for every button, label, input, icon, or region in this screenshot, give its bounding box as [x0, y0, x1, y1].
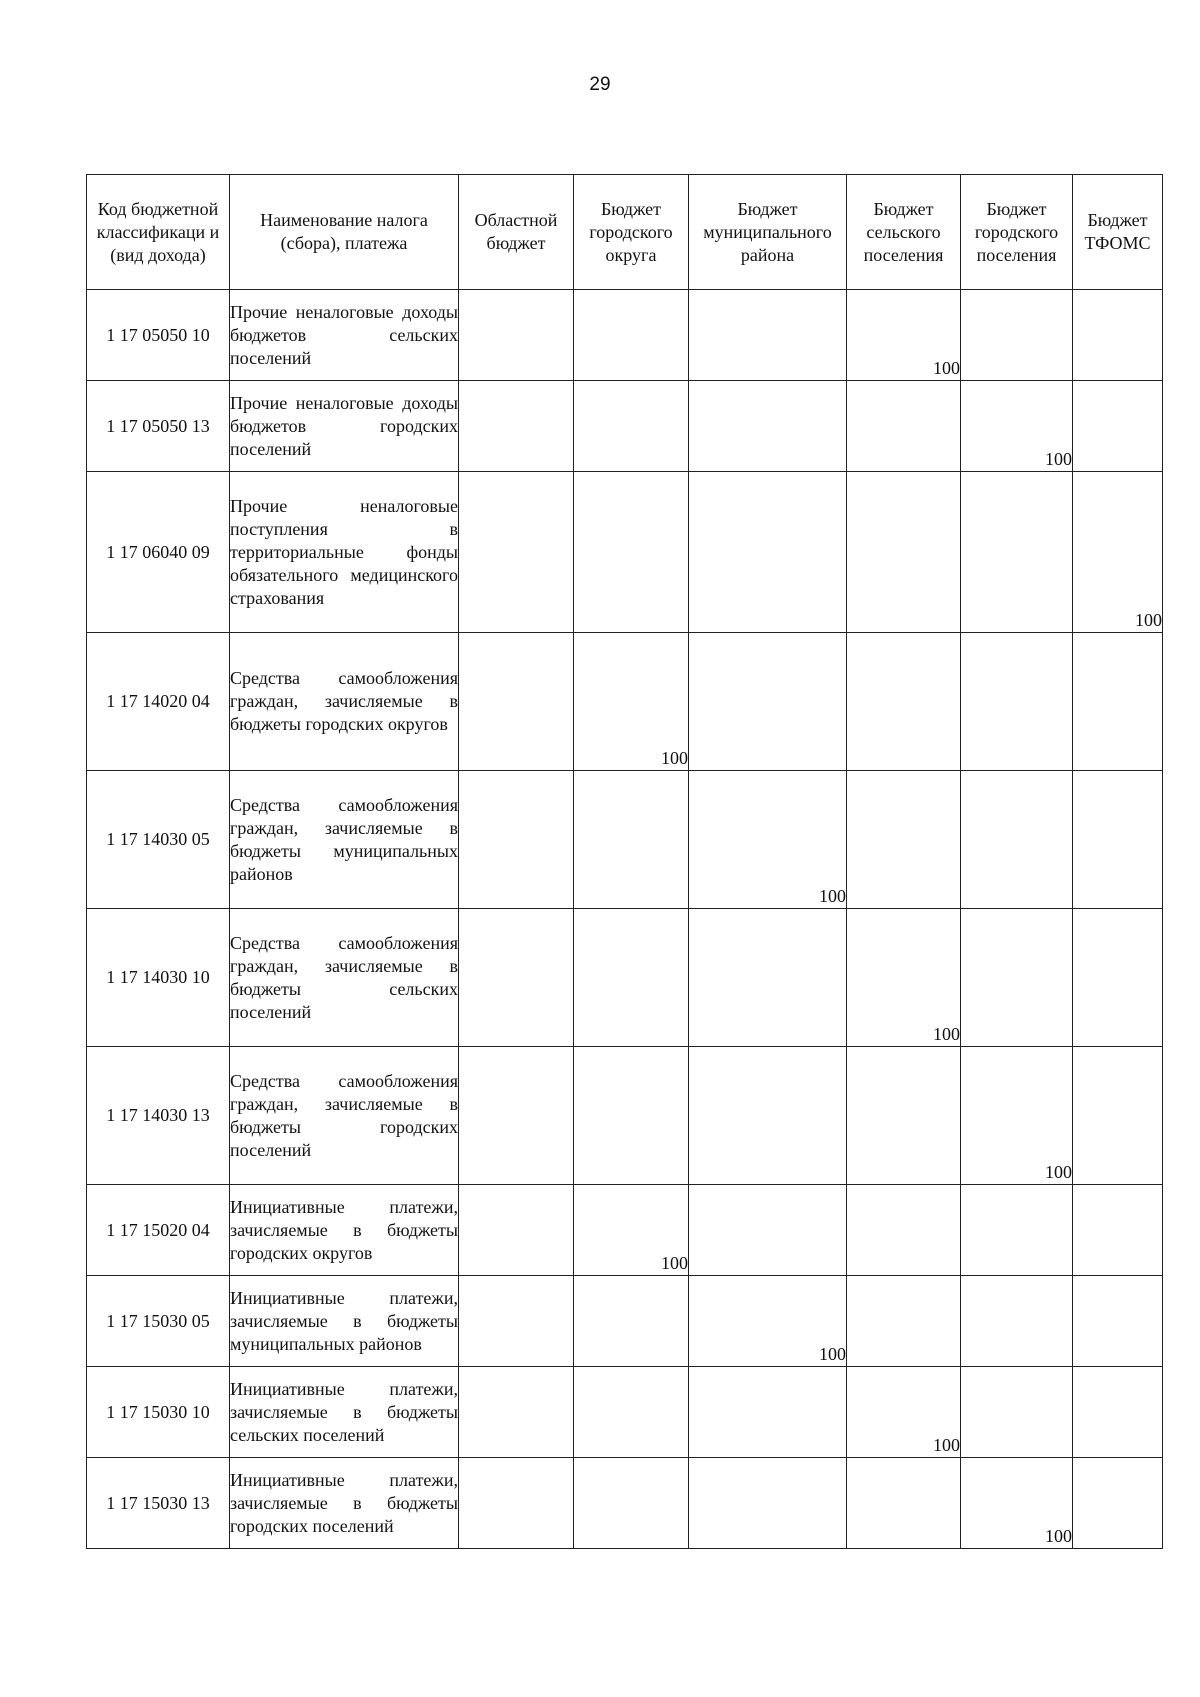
table-row: [87, 633, 1163, 771]
row-municipal-district: [689, 1047, 847, 1185]
row-tfoms: [1073, 1276, 1163, 1367]
row-municipal-district: [689, 909, 847, 1047]
header-city-district: Бюджет городского округа: [574, 175, 689, 290]
row-name: [230, 771, 459, 909]
row-municipal-district: 100: [689, 771, 847, 909]
row-name: [230, 1367, 459, 1458]
row-tfoms: [1073, 633, 1163, 771]
row-code: 1 17 14030 10: [87, 909, 230, 1047]
row-tfoms: 100: [1073, 472, 1163, 633]
row-name: [230, 1458, 459, 1549]
table-row: [87, 381, 1163, 472]
table-row: [87, 290, 1163, 381]
row-municipal-district: [689, 381, 847, 472]
row-name-text: Инициативные платежи, зачисляемые в бюджеты городских округов: [230, 1196, 458, 1263]
row-city-district: [574, 381, 689, 472]
row-regional: [459, 771, 574, 909]
row-urban-settlement: [961, 1185, 1073, 1276]
row-rural-settlement: [847, 1276, 961, 1367]
row-city-district: 100: [574, 633, 689, 771]
row-urban-settlement: [961, 771, 1073, 909]
row-tfoms: [1073, 909, 1163, 1047]
row-urban-settlement: [961, 472, 1073, 633]
row-tfoms: [1073, 1367, 1163, 1458]
row-rural-settlement: [847, 633, 961, 771]
header-municipal-district: Бюджет муниципального района: [689, 175, 847, 290]
row-code: 1 17 14020 04: [87, 633, 230, 771]
row-name-text: Средства самообложения граждан, зачисляемые в бюджеты городских поселений: [230, 1070, 458, 1160]
row-code: 1 17 15020 04: [87, 1185, 230, 1276]
page-number: 29: [589, 74, 611, 95]
row-rural-settlement: 100: [847, 909, 961, 1047]
row-city-district: [574, 290, 689, 381]
row-regional: [459, 1367, 574, 1458]
table-row: [87, 1047, 1163, 1185]
table-row: [87, 909, 1163, 1047]
row-name-text: Инициативные платежи, зачисляемые в бюджеты сельских поселений: [230, 1378, 458, 1445]
row-code: 1 17 15030 05: [87, 1276, 230, 1367]
row-rural-settlement: [847, 1047, 961, 1185]
row-city-district: [574, 1276, 689, 1367]
row-name-text: Прочие неналоговые поступления в территориальные фонды обязательного медицинского страхования: [230, 495, 458, 608]
row-urban-settlement: 100: [961, 381, 1073, 472]
table-row: [87, 1185, 1163, 1276]
row-name: [230, 472, 459, 633]
row-rural-settlement: [847, 381, 961, 472]
row-tfoms: [1073, 290, 1163, 381]
table-row: [87, 472, 1163, 633]
row-city-district: 100: [574, 1185, 689, 1276]
row-name: [230, 633, 459, 771]
row-regional: [459, 1185, 574, 1276]
row-name: [230, 909, 459, 1047]
row-tfoms: [1073, 1185, 1163, 1276]
header-row: [87, 175, 1163, 290]
row-code: 1 17 15030 10: [87, 1367, 230, 1458]
row-tfoms: [1073, 771, 1163, 909]
row-code: 1 17 14030 13: [87, 1047, 230, 1185]
row-municipal-district: [689, 1458, 847, 1549]
table-row: [87, 1458, 1163, 1549]
header-rural-settlement: Бюджет сельского поселения: [847, 175, 961, 290]
row-name: [230, 1276, 459, 1367]
row-urban-settlement: [961, 909, 1073, 1047]
row-regional: [459, 381, 574, 472]
header-urban-settlement: Бюджет городского поселения: [961, 175, 1073, 290]
row-name-text: Средства самообложения граждан, зачисляемые в бюджеты муниципальных районов: [230, 794, 458, 884]
row-municipal-district: [689, 1185, 847, 1276]
row-urban-settlement: [961, 633, 1073, 771]
budget-distribution-table: [86, 174, 1163, 1549]
row-regional: [459, 290, 574, 381]
row-name-text: Прочие неналоговые доходы бюджетов сельских поселений: [230, 301, 458, 368]
row-regional: [459, 472, 574, 633]
row-city-district: [574, 1367, 689, 1458]
row-code: 1 17 14030 05: [87, 771, 230, 909]
row-name-text: Инициативные платежи, зачисляемые в бюджеты городских поселений: [230, 1469, 458, 1536]
row-regional: [459, 633, 574, 771]
row-regional: [459, 1458, 574, 1549]
row-municipal-district: [689, 1367, 847, 1458]
row-code: 1 17 06040 09: [87, 472, 230, 633]
row-urban-settlement: [961, 1276, 1073, 1367]
row-municipal-district: 100: [689, 1276, 847, 1367]
header-name: Наименование налога (сбора), платежа: [230, 175, 459, 290]
row-urban-settlement: 100: [961, 1047, 1073, 1185]
header-regional: Областной бюджет: [459, 175, 574, 290]
header-code: Код бюджетной классификаци и (вид дохода): [87, 175, 230, 290]
row-name: [230, 1185, 459, 1276]
row-name: [230, 290, 459, 381]
row-tfoms: [1073, 381, 1163, 472]
row-urban-settlement: 100: [961, 1458, 1073, 1549]
row-city-district: [574, 472, 689, 633]
row-name-text: Средства самообложения граждан, зачисляемые в бюджеты городских округов: [230, 668, 458, 734]
row-rural-settlement: 100: [847, 1367, 961, 1458]
table-row: [87, 1367, 1163, 1458]
row-municipal-district: [689, 633, 847, 771]
row-municipal-district: [689, 472, 847, 633]
row-urban-settlement: [961, 290, 1073, 381]
row-rural-settlement: [847, 472, 961, 633]
row-name: [230, 381, 459, 472]
row-name-text: Прочие неналоговые доходы бюджетов городских поселений: [230, 392, 458, 459]
row-city-district: [574, 909, 689, 1047]
row-tfoms: [1073, 1047, 1163, 1185]
row-city-district: [574, 771, 689, 909]
row-code: 1 17 05050 13: [87, 381, 230, 472]
row-city-district: [574, 1458, 689, 1549]
row-rural-settlement: [847, 771, 961, 909]
table-row: [87, 1276, 1163, 1367]
row-name: [230, 1047, 459, 1185]
row-regional: [459, 909, 574, 1047]
header-tfoms: Бюджет ТФОМС: [1073, 175, 1163, 290]
row-rural-settlement: 100: [847, 290, 961, 381]
row-regional: [459, 1276, 574, 1367]
row-code: 1 17 05050 10: [87, 290, 230, 381]
row-name-text: Инициативные платежи, зачисляемые в бюджеты муниципальных районов: [230, 1287, 458, 1354]
row-code: 1 17 15030 13: [87, 1458, 230, 1549]
row-regional: [459, 1047, 574, 1185]
row-rural-settlement: [847, 1185, 961, 1276]
row-city-district: [574, 1047, 689, 1185]
row-rural-settlement: [847, 1458, 961, 1549]
row-municipal-district: [689, 290, 847, 381]
row-name-text: Средства самообложения граждан, зачисляемые в бюджеты сельских поселений: [230, 932, 458, 1022]
row-tfoms: [1073, 1458, 1163, 1549]
table-row: [87, 771, 1163, 909]
row-urban-settlement: [961, 1367, 1073, 1458]
